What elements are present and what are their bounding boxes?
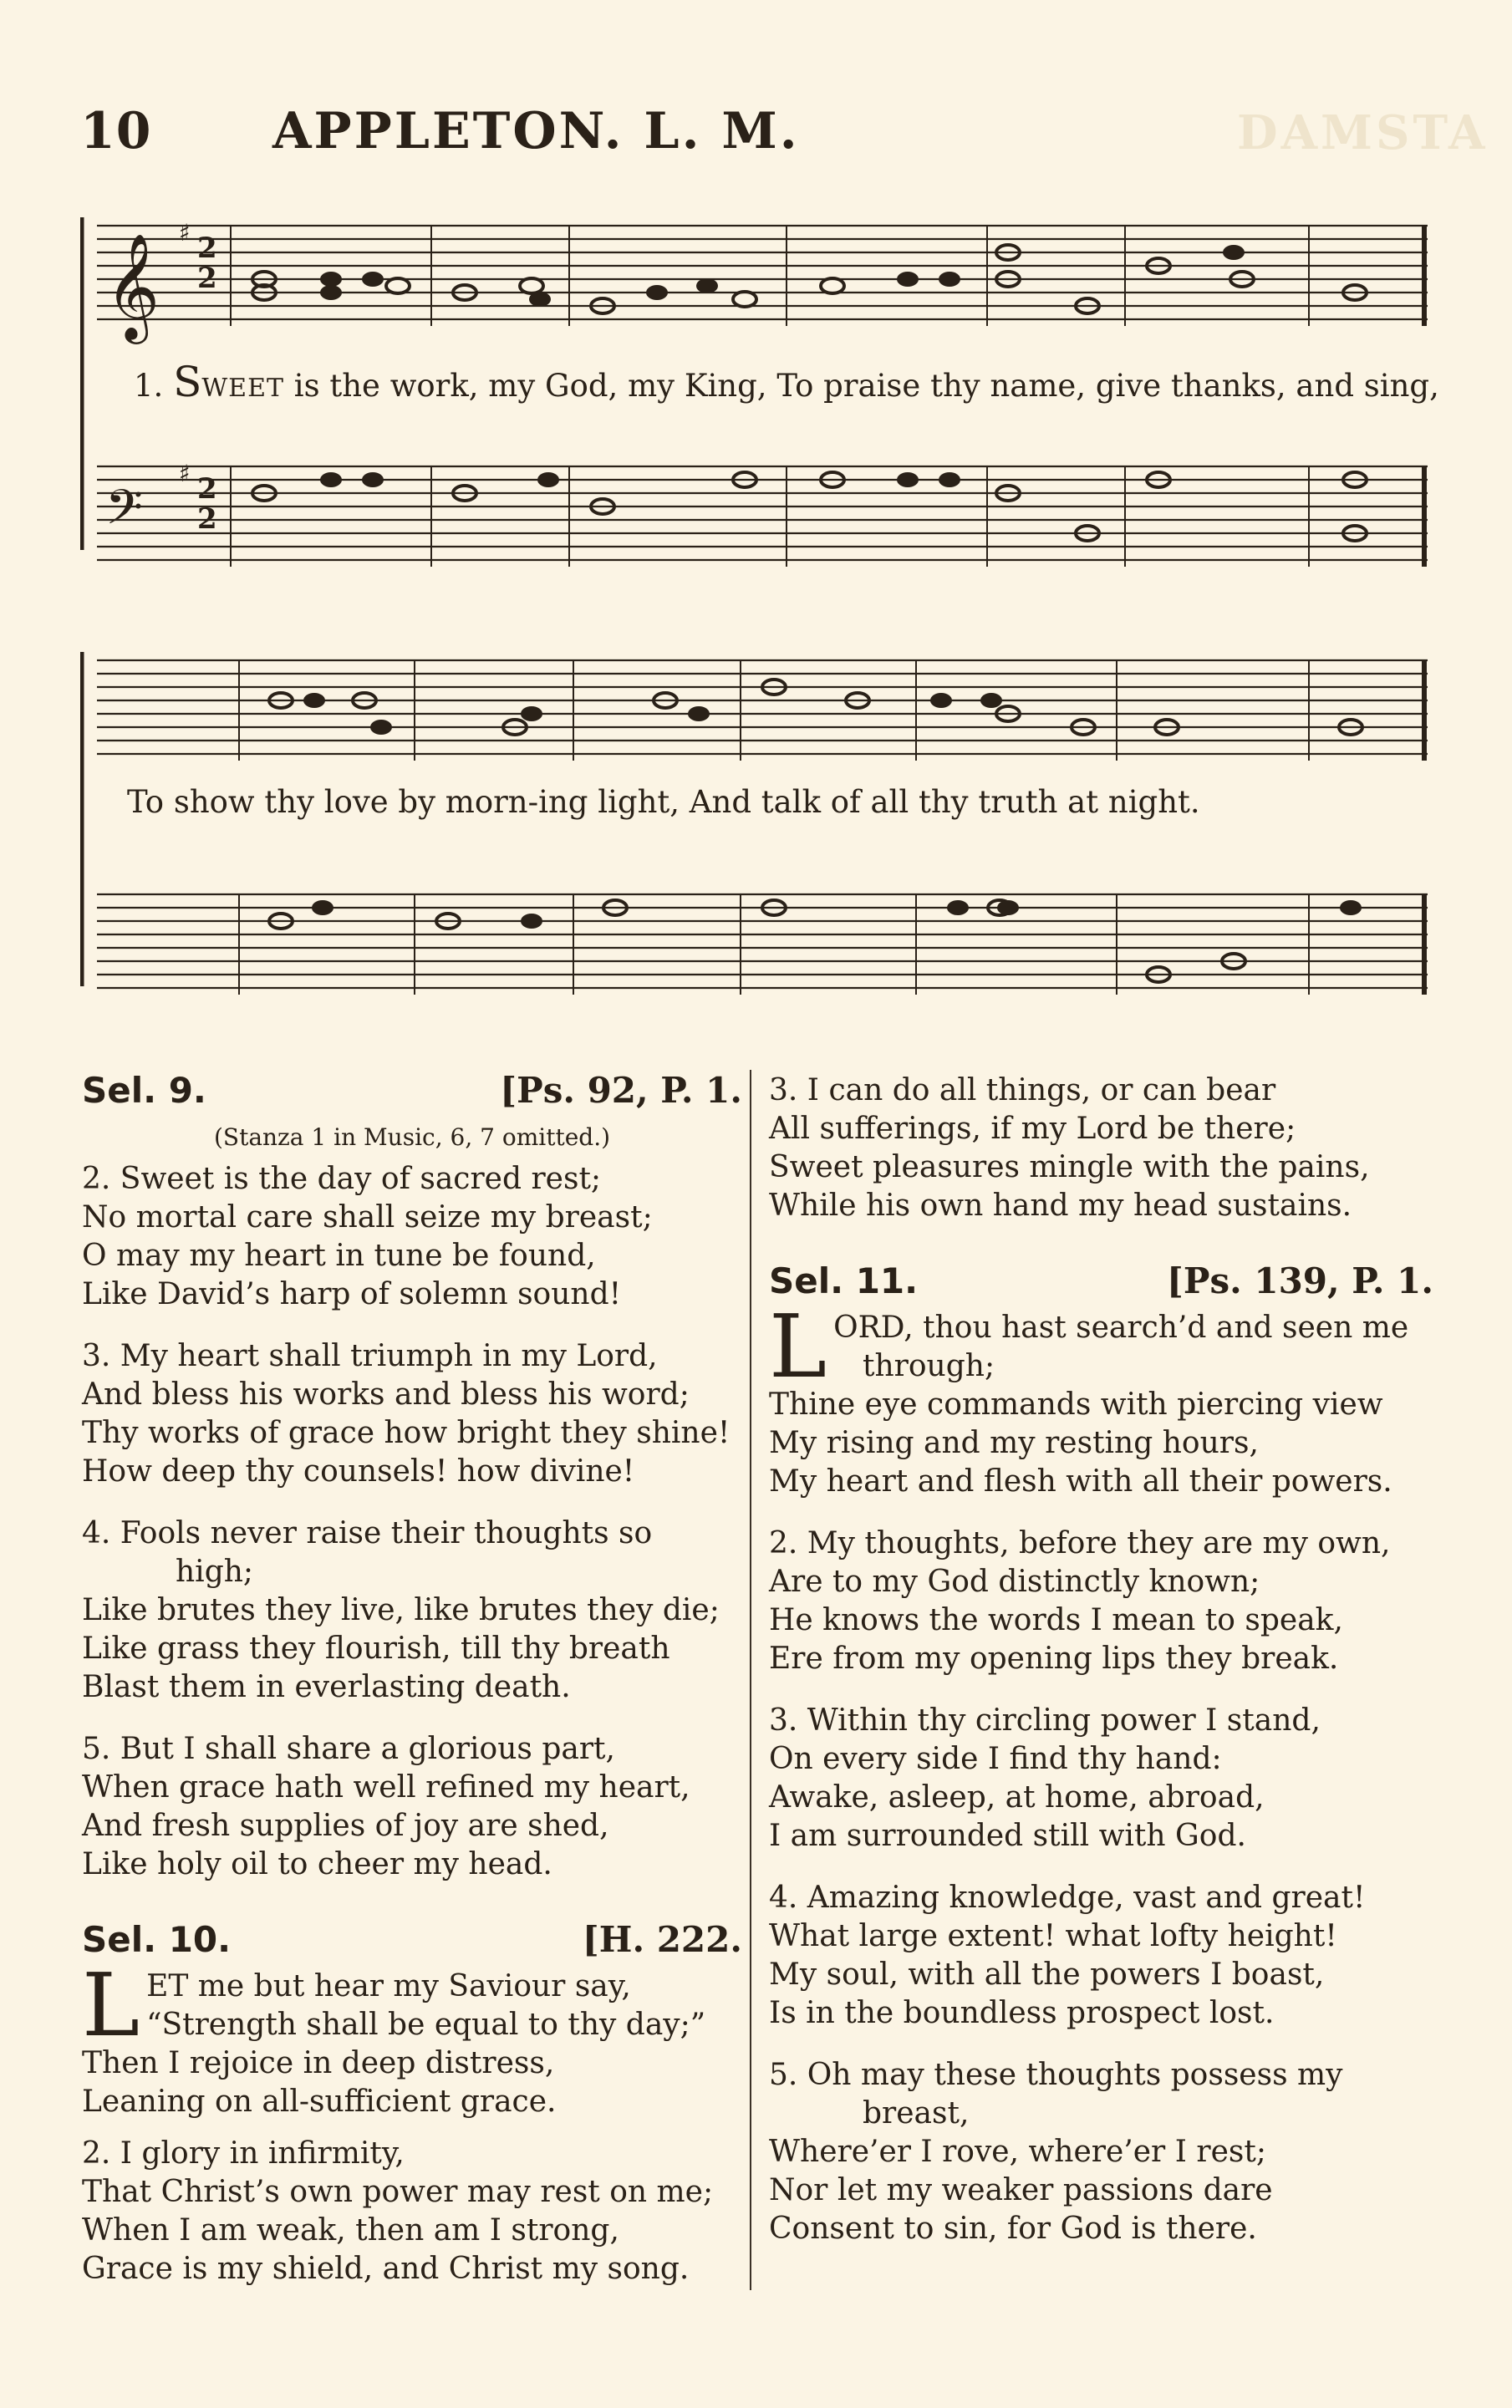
verse-line: He knows the words I mean to speak, bbox=[769, 1603, 1343, 1637]
right-column bbox=[769, 1072, 1433, 2248]
verse-line: On every side I find thy hand: bbox=[769, 1742, 1222, 1776]
verse-line: Are to my God distinctly known; bbox=[769, 1565, 1260, 1599]
svg-text:2: 2 bbox=[197, 472, 217, 506]
page-number: 10 bbox=[80, 102, 152, 160]
verse-line: Blast them in everlasting death. bbox=[82, 1670, 571, 1704]
svg-text:2: 2 bbox=[197, 502, 217, 536]
verse-line: Like holy oil to cheer my head. bbox=[82, 1847, 552, 1881]
sel-9-heading bbox=[82, 1072, 742, 1110]
svg-text:2: 2 bbox=[197, 232, 217, 265]
verse-line: Grace is my shield, and Christ my song. bbox=[82, 2252, 690, 2286]
stanza bbox=[82, 1730, 742, 1884]
verse-line: high; bbox=[176, 1555, 254, 1589]
svg-text:♯: ♯ bbox=[179, 219, 191, 247]
verse-line: 5. Oh may these thoughts possess my bbox=[769, 2058, 1343, 2092]
verse-line: Is in the boundless prospect lost. bbox=[769, 1996, 1275, 2030]
verse-line: 2. Sweet is the day of sacred rest; bbox=[82, 1162, 602, 1196]
lyric-line-2: To show thy love by morn-ing light, And talk of all thy truth at night. bbox=[127, 784, 1200, 820]
verse-line: Where’er I rove, where’er I rest; bbox=[769, 2135, 1266, 2169]
stanza bbox=[769, 2056, 1433, 2248]
stanza bbox=[82, 1954, 742, 2121]
stanza bbox=[82, 2135, 742, 2288]
sel-10 bbox=[82, 1921, 742, 2288]
verse-line: Sweet pleasures mingle with the pains, bbox=[769, 1150, 1370, 1184]
verse-line: All sufferings, if my Lord be there; bbox=[769, 1112, 1296, 1146]
verse-line: Like grass they flourish, till thy breath bbox=[82, 1632, 670, 1666]
verse-line: No mortal care shall seize my breast; bbox=[82, 1200, 653, 1235]
sel-11 bbox=[769, 1262, 1433, 2248]
stanza bbox=[769, 1296, 1433, 1501]
verse-line: “Strength shall be equal to thy day;” bbox=[146, 2008, 706, 2042]
verse-line: Consent to sin, for God is there. bbox=[769, 2212, 1257, 2246]
lyric-verse-number: 1. bbox=[134, 368, 164, 404]
verse-line: And fresh supplies of joy are shed, bbox=[82, 1809, 609, 1843]
verse-line: 3. I can do all things, or can bear bbox=[769, 1073, 1276, 1107]
sel-9-source: [Ps. 92, P. 1. bbox=[500, 1070, 742, 1111]
verse-line: While his own hand my head sustains. bbox=[769, 1189, 1352, 1223]
stanza bbox=[82, 1160, 742, 1314]
verse-line: breast, bbox=[863, 2096, 970, 2131]
verse-line: My heart and flesh with all their powers. bbox=[769, 1464, 1392, 1499]
sel-9-label: Sel. 9. bbox=[82, 1070, 206, 1111]
sel-11-heading bbox=[769, 1262, 1433, 1301]
verse-line: 2. My thoughts, before they are my own, bbox=[769, 1526, 1391, 1560]
verse-line: My soul, with all the powers I boast, bbox=[769, 1957, 1325, 1992]
svg-text:♯: ♯ bbox=[179, 460, 191, 487]
column-divider bbox=[750, 1070, 751, 2290]
lyric-small-caps: WEET bbox=[201, 374, 284, 403]
stanza bbox=[82, 1337, 742, 1491]
lyric-initial: S bbox=[173, 358, 202, 406]
svg-text:𝄢: 𝄢 bbox=[105, 479, 144, 547]
drop-cap: L bbox=[769, 1296, 827, 1397]
staff-system1-treble bbox=[97, 226, 1428, 319]
verse-line: What large extent! what lofty height! bbox=[769, 1919, 1337, 1953]
staff-system2-treble bbox=[97, 660, 1428, 754]
sel-11-source: [Ps. 139, P. 1. bbox=[1167, 1260, 1433, 1301]
verse-line: 2. I glory in infirmity, bbox=[82, 2136, 405, 2171]
verse-line: And bless his works and bless his word; bbox=[82, 1377, 690, 1412]
svg-text:2: 2 bbox=[197, 262, 217, 295]
verse-line: through; bbox=[863, 1349, 995, 1383]
verse-line: 3. Within thy circling power I stand, bbox=[769, 1703, 1321, 1738]
verse-line: ORD, thou hast search’d and seen me bbox=[833, 1311, 1409, 1345]
verse-line: 4. Fools never raise their thoughts so bbox=[82, 1516, 653, 1550]
stanza bbox=[769, 1879, 1433, 2033]
sel-9-note: (Stanza 1 in Music, 6, 7 omitted.) bbox=[213, 1123, 611, 1151]
lyric-line-1 bbox=[134, 358, 1439, 406]
verse-line: 4. Amazing knowledge, vast and great! bbox=[769, 1881, 1366, 1915]
svg-text:𝄞: 𝄞 bbox=[105, 232, 160, 339]
verse-line: Leaning on all-sufficient grace. bbox=[82, 2085, 557, 2119]
sel-10-heading bbox=[82, 1921, 742, 1959]
verse-line: 3. My heart shall triumph in my Lord, bbox=[82, 1339, 658, 1373]
show-through-text: DAMSTA bbox=[1237, 105, 1489, 160]
left-column bbox=[82, 1072, 742, 2288]
stanza bbox=[769, 1525, 1433, 1678]
verse-line: 5. But I shall share a glorious part, bbox=[82, 1732, 615, 1766]
verse-line: ET me but hear my Saviour say, bbox=[146, 1969, 631, 2003]
sel-11-label: Sel. 11. bbox=[769, 1260, 919, 1301]
stanza bbox=[82, 1515, 742, 1707]
verse-line: Ere from my opening lips they break. bbox=[769, 1642, 1339, 1676]
lyric-text: is the work, my God, my King, To praise thy name, give thanks, and sing, bbox=[284, 368, 1439, 404]
drop-cap: L bbox=[82, 1954, 140, 2056]
verse-line: Thy works of grace how bright they shine! bbox=[82, 1416, 731, 1450]
tune-title: APPLETON. L. M. bbox=[272, 102, 800, 160]
verse-line: I am surrounded still with God. bbox=[769, 1819, 1246, 1853]
verse-line: Awake, asleep, at home, abroad, bbox=[769, 1780, 1265, 1815]
verse-line: That Christ’s own power may rest on me; bbox=[82, 2175, 714, 2209]
stanza bbox=[769, 1702, 1433, 1856]
sel-10-source: [H. 222. bbox=[582, 1919, 742, 1960]
verse-line: O may my heart in tune be found, bbox=[82, 1239, 596, 1273]
verse-line: Like David’s harp of solemn sound! bbox=[82, 1277, 622, 1311]
verse-line: Then I rejoice in deep distress, bbox=[82, 2046, 555, 2080]
verse-line: How deep thy counsels! how divine! bbox=[82, 1454, 635, 1489]
verse-line: Thine eye commands with piercing view bbox=[769, 1387, 1383, 1422]
verse-line: When I am weak, then am I strong, bbox=[82, 2213, 619, 2248]
verse-line: Like brutes they live, like brutes they die; bbox=[82, 1593, 720, 1627]
verse-line: Nor let my weaker passions dare bbox=[769, 2173, 1273, 2207]
sel-10-label: Sel. 10. bbox=[82, 1919, 232, 1960]
music-score bbox=[80, 184, 1434, 1020]
staff-system1-bass bbox=[97, 466, 1428, 560]
verse-line: My rising and my resting hours, bbox=[769, 1426, 1259, 1460]
stanza bbox=[769, 1072, 1433, 1225]
verse-line: When grace hath well refined my heart, bbox=[82, 1770, 690, 1805]
